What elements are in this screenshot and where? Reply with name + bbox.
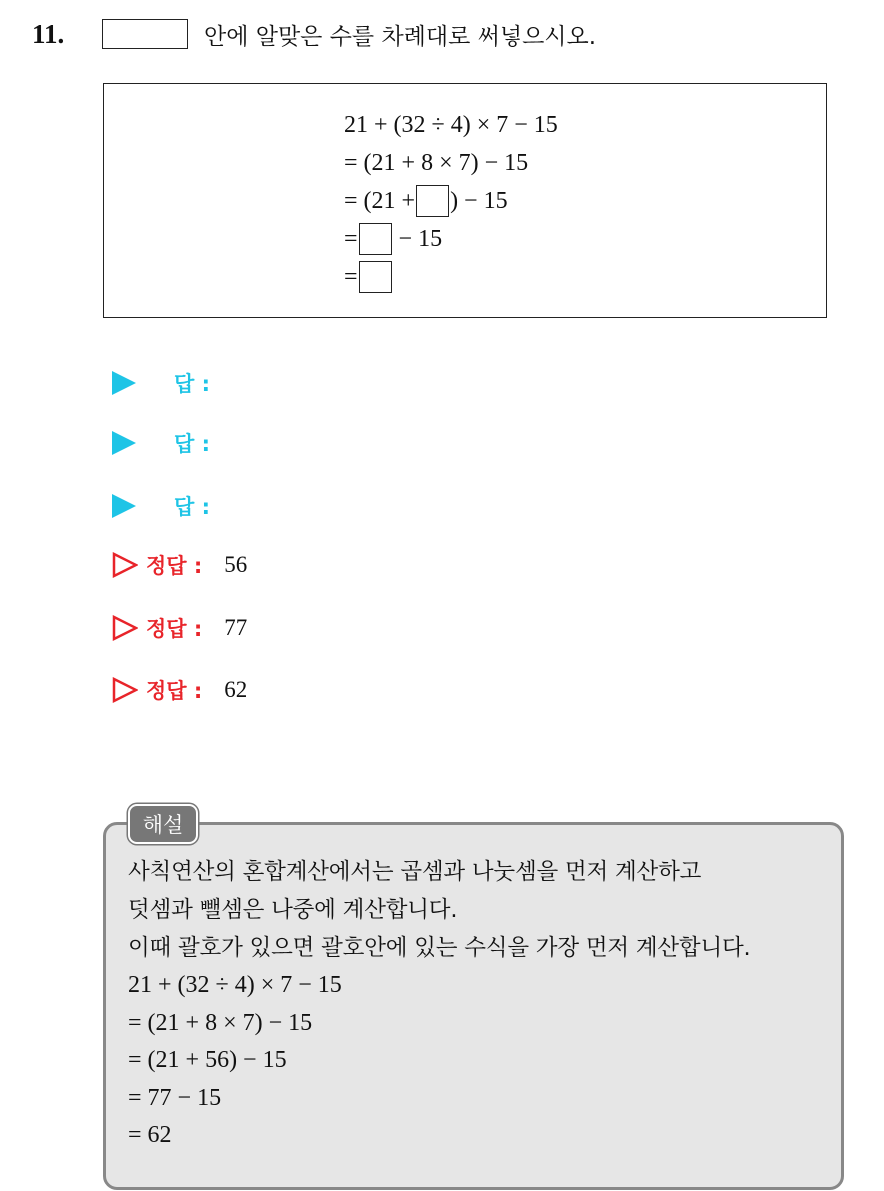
solution-text-line: 이때 괄호가 있으면 괄호안에 있는 수식을 가장 먼저 계산합니다. — [128, 935, 751, 961]
answer-row-1 — [112, 366, 210, 400]
equation-line-3 — [344, 182, 558, 220]
outline-triangle-icon — [112, 552, 138, 578]
answer-blank-box — [102, 19, 188, 49]
correct-answer-row-2 — [112, 611, 247, 645]
correct-answer-label: 정답 : — [146, 679, 203, 703]
question-text: 안에 알맞은 수를 차례대로 써넣으시오. — [204, 23, 597, 50]
equation-text: = — [344, 226, 358, 252]
correct-answer-value: 56 — [224, 552, 248, 577]
equation-line-1 — [344, 106, 558, 144]
blank-square-1 — [416, 185, 449, 217]
correct-answer-label: 정답 : — [146, 554, 203, 578]
answer-label: 답 : — [174, 372, 210, 396]
solution-equation-line: = 62 — [128, 1122, 172, 1148]
play-triangle-icon — [112, 431, 136, 455]
equation-text: = — [344, 264, 358, 290]
equation-text: = (21 + 8 × 7) − 15 — [344, 150, 529, 176]
play-triangle-icon — [112, 494, 136, 518]
equation-box — [103, 83, 827, 318]
answer-row-2 — [112, 426, 210, 460]
solution-equation-line: = (21 + 56) − 15 — [128, 1047, 287, 1073]
equation-text: ) − 15 — [450, 188, 508, 214]
correct-answer-label: 정답 : — [146, 617, 203, 641]
correct-answer-row-1 — [112, 548, 247, 582]
answer-label: 답 : — [174, 495, 210, 519]
play-triangle-icon — [112, 371, 136, 395]
solution-equation-line: 21 + (32 ÷ 4) × 7 − 15 — [128, 972, 342, 998]
solution-text-line: 덧셈과 뺄셈은 나중에 계산합니다. — [128, 897, 458, 923]
equation-text: − 15 — [392, 226, 443, 252]
correct-answer-value: 77 — [224, 615, 248, 640]
question-header — [32, 14, 596, 54]
solution-equation-line: = 77 − 15 — [128, 1084, 222, 1111]
solution-content — [128, 853, 827, 1155]
outline-triangle-icon — [112, 677, 138, 703]
outline-triangle-icon — [112, 615, 138, 641]
solution-text-line: 사칙연산의 혼합계산에서는 곱셈과 나눗셈을 먼저 계산하고 — [128, 859, 702, 885]
equation-text: = (21 + — [344, 188, 416, 214]
equation-text: 21 + (32 ÷ 4) × 7 − 15 — [344, 112, 558, 138]
answer-row-3 — [112, 489, 210, 523]
correct-answer-row-3 — [112, 673, 247, 707]
correct-answer-value: 62 — [224, 677, 248, 702]
solution-equation-line: = (21 + 8 × 7) − 15 — [128, 1009, 313, 1036]
solution-tag: 해설 — [128, 804, 198, 844]
blank-square-2 — [359, 223, 392, 255]
answer-label: 답 : — [174, 432, 210, 456]
equation-line-5 — [344, 258, 558, 296]
blank-square-3 — [359, 261, 392, 293]
equation-lines — [344, 106, 558, 296]
solution-box — [103, 822, 844, 1190]
equation-line-4 — [344, 220, 558, 258]
equation-line-2 — [344, 144, 558, 182]
question-number: 11. — [32, 18, 65, 49]
